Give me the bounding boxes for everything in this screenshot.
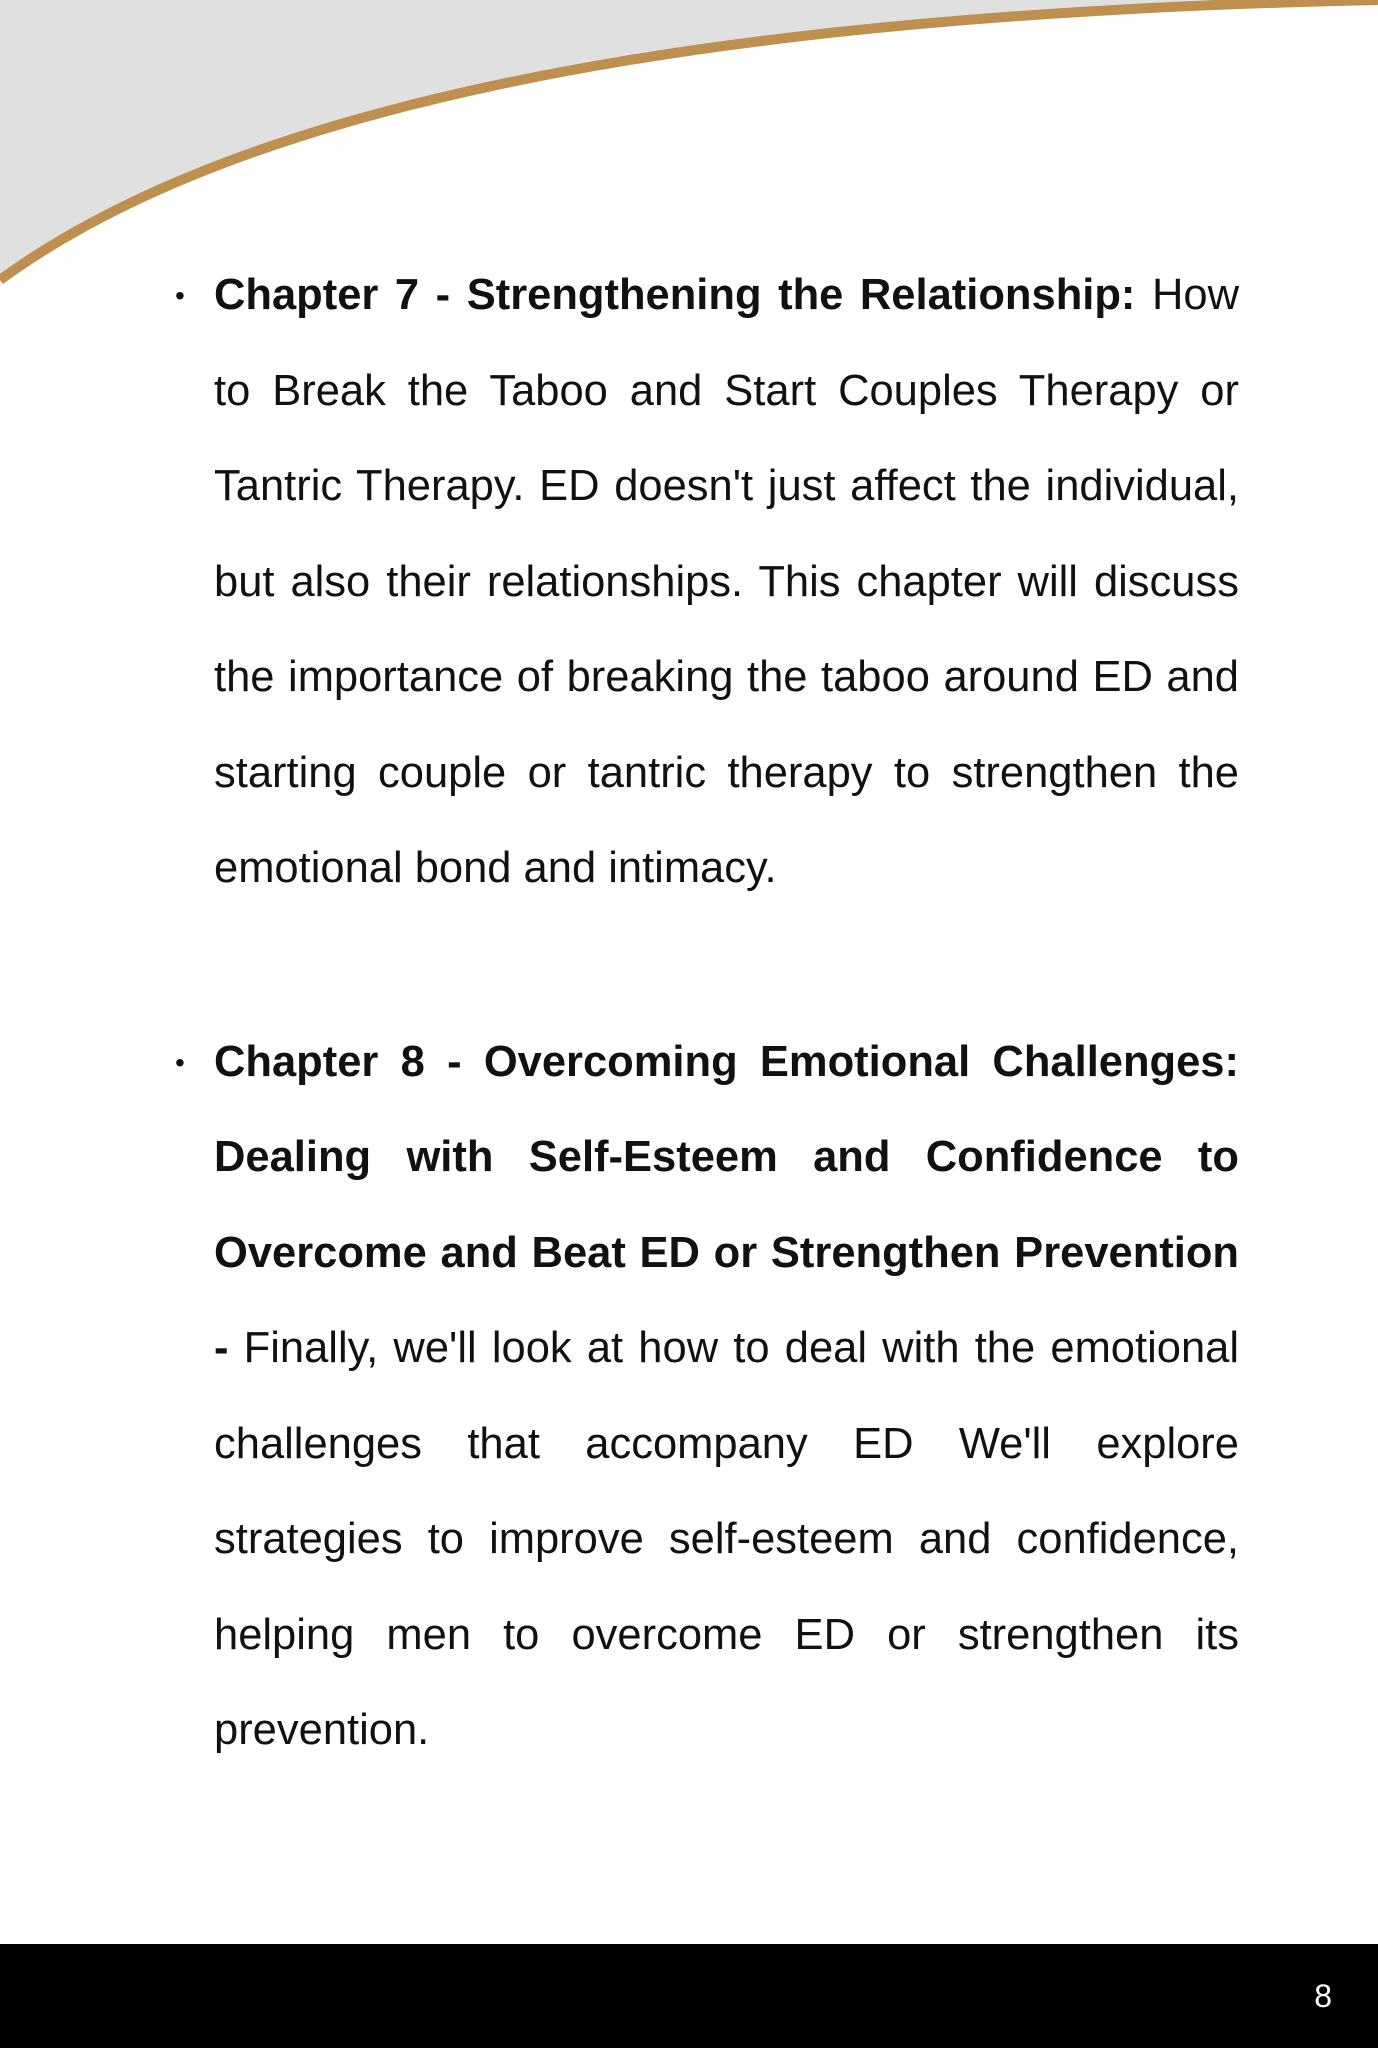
bullet-icon: • — [175, 280, 185, 311]
chapter-8-item — [175, 1015, 1239, 1779]
chapter-8-heading: Chapter 8 - Overcoming Emotional Challenges: Dealing with Self-Esteem and Confidence to Overcome and Beat ED or Strengthen Prevention - — [214, 1037, 1239, 1372]
chapter-7-item — [175, 248, 1239, 917]
header-swoosh-fill — [0, 0, 1378, 280]
chapter-list — [175, 248, 1239, 1779]
chapter-7-heading: Chapter 7 - Strengthening the Relationship: — [214, 271, 1136, 319]
page-footer — [0, 1944, 1378, 2048]
page-number: 8 — [1314, 1978, 1332, 2014]
bullet-icon: • — [175, 1046, 185, 1078]
page-content — [175, 248, 1239, 1877]
chapter-7-description: How to Break the Taboo and Start Couples Therapy or Tantric Therapy. ED doesn't just affect the individual, but also their relationships. This chapter will discuss the importance of breaking the taboo around ED and starting couple or tantric therapy to strengthen the emotional bond and intimacy. — [214, 271, 1239, 892]
chapter-8-description: Finally, we'll look at how to deal with the emotional challenges that accompany ED We'll explore strategies to improve self-esteem and confidence, helping men to overcome ED or strengthen its prevention. — [214, 1324, 1239, 1754]
